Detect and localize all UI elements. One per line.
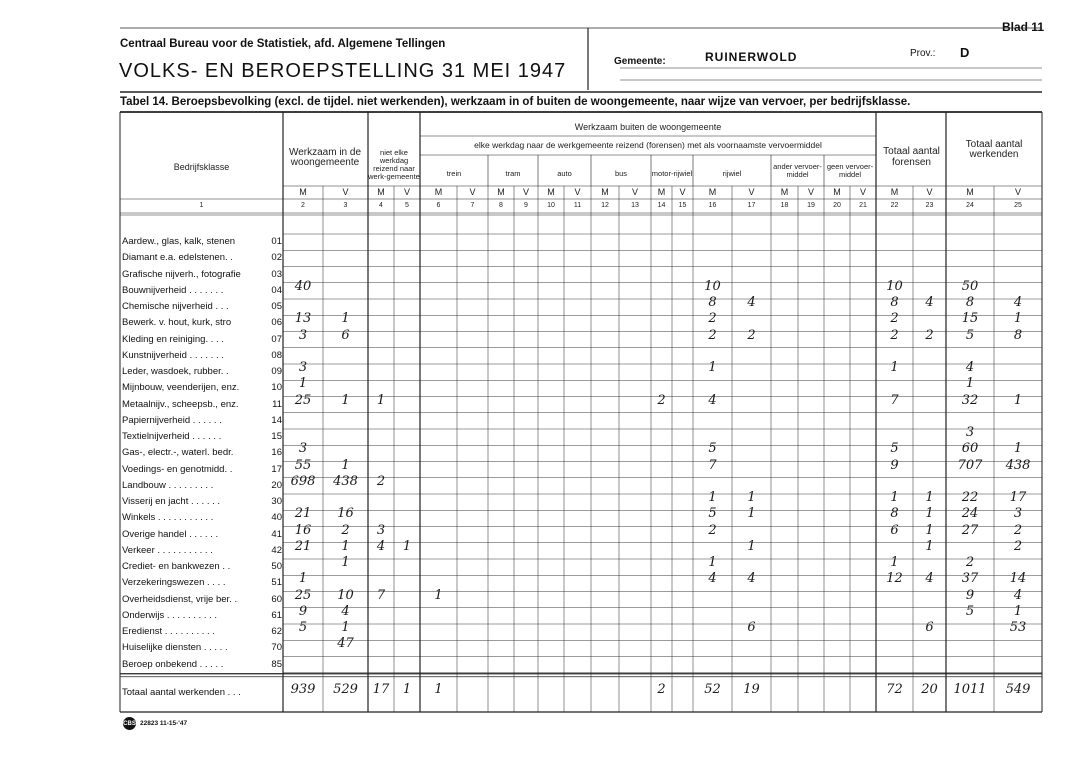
row-name: Kunstnijverheid . . . . . . . [122, 349, 224, 361]
row-51-cell-col22: 12 [886, 571, 903, 587]
column-number-16: 16 [708, 201, 717, 209]
row-62-cell-col2: 5 [298, 620, 308, 635]
row-label [122, 334, 282, 350]
row-10-cell-col2: 1 [298, 376, 308, 392]
header-tram: tram [505, 168, 521, 178]
row-17-cell-col24: 707 [957, 457, 983, 473]
row-name: Visserij en jacht . . . . . . [122, 496, 221, 507]
row-label [122, 529, 282, 545]
row-11-cell-col14: 2 [657, 392, 666, 408]
table-title: Tabel 14. Beroepsbevolking (excl. de tijdel. niet werkenden), werkzaam in of buiten de woongemeente, naar wijze van vervoer, per bedrijfsklasse. [120, 96, 911, 108]
m-header-col24: M [966, 186, 974, 197]
row-code: 14 [271, 414, 282, 426]
row-42-cell-col23: 1 [925, 538, 934, 554]
column-number-10: 10 [547, 201, 555, 209]
row-11-cell-col25: 1 [1013, 392, 1023, 408]
m-header-col4: M [377, 186, 385, 197]
row-41-cell-col24: 27 [961, 522, 979, 538]
row-code: 11 [272, 398, 282, 410]
row-code: 07 [271, 333, 282, 345]
row-06-cell-col2: 13 [294, 311, 312, 327]
row-code: 20 [271, 479, 282, 491]
row-label [122, 577, 282, 593]
row-name: Leder, wasdoek, rubber. . [122, 366, 229, 377]
row-label [122, 480, 282, 496]
column-number-15: 15 [678, 201, 687, 209]
v-header-col9: V [522, 186, 529, 197]
row-name: Winkels . . . . . . . . . . . [122, 512, 214, 524]
row-label [122, 317, 282, 333]
column-number-12: 12 [601, 201, 609, 209]
m-header-col10: M [547, 186, 555, 197]
row-41-cell-col16: 2 [708, 522, 717, 538]
row-60-cell-col6: 1 [434, 587, 443, 603]
header-geen-vervoermiddel: geen vervoer-middel [826, 162, 874, 179]
row-code: 61 [271, 609, 282, 621]
row-code: 62 [271, 626, 282, 637]
row-label [122, 594, 282, 610]
row-07-cell-col2: 3 [298, 327, 308, 343]
row-07-cell-col3: 6 [341, 327, 350, 343]
row-04-cell-col24: 50 [961, 278, 979, 294]
row-label [122, 561, 282, 577]
header-bus: bus [614, 168, 628, 178]
column-number-8: 8 [499, 201, 503, 209]
row-51-cell-col16: 4 [708, 571, 717, 587]
total-cell-col5: 1 [402, 681, 412, 697]
m-header-col18: M [780, 186, 789, 197]
row-30-cell-col17: 1 [747, 490, 756, 505]
row-42-cell-col5: 1 [402, 538, 412, 554]
municipality-value: RUINERWOLD [705, 50, 798, 64]
row-label [122, 431, 282, 447]
row-40-cell-col25: 3 [1013, 506, 1023, 522]
m-header-col20: M [833, 186, 841, 197]
row-41-cell-col3: 2 [341, 522, 350, 538]
column-number-7: 7 [470, 201, 475, 209]
row-50-cell-col22: 1 [890, 555, 899, 570]
row-name: Gas-, electr.-, waterl. bedr. [122, 447, 234, 459]
m-header-col8: M [497, 186, 505, 197]
row-04-cell-col22: 10 [886, 278, 903, 294]
column-number-1: 1 [199, 201, 204, 209]
v-header-col23: V [926, 186, 933, 197]
total-cell-col4: 17 [372, 681, 390, 697]
header-elke-werkdag: elke werkdag naar de werkgemeente reizend (forensen) met als voornaamste vervoermiddel [474, 139, 822, 150]
row-code: 40 [271, 512, 282, 524]
row-code: 30 [271, 496, 282, 507]
row-name: Verkeer . . . . . . . . . . . [122, 544, 213, 556]
row-16-cell-col22: 5 [890, 441, 899, 457]
row-17-cell-col22: 9 [890, 457, 899, 473]
header-trein: trein [446, 168, 462, 178]
row-06-cell-col16: 2 [708, 311, 717, 327]
row-42-cell-col4: 4 [376, 538, 386, 554]
row-41-cell-col25: 2 [1013, 522, 1023, 538]
row-40-cell-col16: 5 [708, 506, 717, 522]
header-werkzaam-in: Werkzaam in de woongemeente [288, 146, 362, 168]
row-20-cell-col4: 2 [376, 473, 386, 489]
sheet-number: Blad 11 [1001, 20, 1044, 34]
row-name: Textielnijverheid . . . . . . [122, 431, 222, 442]
row-42-cell-col17: 1 [747, 538, 756, 554]
row-code: 41 [271, 528, 282, 540]
row-11-cell-col3: 1 [341, 392, 350, 408]
v-header-col21: V [859, 186, 866, 197]
column-number-3: 3 [343, 201, 348, 209]
m-header-col12: M [601, 186, 609, 197]
row-40-cell-col23: 1 [925, 506, 934, 522]
row-16-cell-col25: 1 [1013, 441, 1023, 457]
row-60-cell-col3: 10 [337, 587, 354, 603]
row-label [122, 236, 282, 252]
v-header-col15: V [679, 186, 686, 197]
row-code: 04 [271, 284, 282, 296]
header-werkzaam-buiten: Werkzaam buiten de woongemeente [574, 122, 722, 133]
row-name: Papiernijverheid . . . . . . [122, 414, 222, 426]
row-30-cell-col24: 22 [961, 490, 979, 505]
row-05-cell-col22: 8 [890, 295, 899, 310]
m-header-col22: M [890, 186, 899, 197]
row-15-cell-col24: 3 [965, 425, 975, 440]
province-value: D [960, 45, 970, 60]
row-label [122, 512, 282, 528]
row-name: Metaalnijv., scheepsb., enz. [122, 398, 239, 410]
row-60-cell-col4: 7 [376, 587, 386, 603]
row-name: Beroep onbekend . . . . . [122, 658, 224, 670]
row-label [122, 464, 282, 480]
total-cell-col17: 19 [743, 681, 760, 697]
row-61-cell-col3: 4 [341, 603, 350, 619]
column-number-20: 20 [833, 201, 841, 209]
row-name: Bouwnijverheid . . . . . . . [122, 284, 224, 296]
row-label [122, 496, 282, 512]
row-label [122, 659, 282, 675]
row-06-cell-col3: 1 [341, 311, 350, 327]
row-42-cell-col2: 21 [294, 538, 312, 554]
column-number-4: 4 [379, 201, 383, 209]
row-name: Overheidsdienst, vrije ber. . [122, 593, 238, 605]
row-60-cell-col24: 9 [965, 587, 975, 603]
column-number-25: 25 [1014, 201, 1022, 209]
total-cell-col16: 52 [704, 681, 721, 697]
row-name: Verzekeringswezen . . . . [122, 577, 226, 589]
province-label: Prov.: [910, 48, 936, 59]
form-footer [123, 717, 187, 730]
row-62-cell-col3: 1 [341, 620, 350, 635]
total-cell-col24: 1011 [953, 681, 987, 697]
v-header-col3: V [342, 186, 349, 197]
row-06-cell-col24: 15 [961, 311, 979, 327]
row-code: 60 [271, 593, 282, 605]
row-17-cell-col25: 438 [1005, 457, 1031, 473]
row-30-cell-col23: 1 [925, 490, 934, 505]
row-07-cell-col16: 2 [708, 327, 717, 343]
row-label [122, 447, 282, 463]
row-04-cell-col2: 40 [294, 278, 312, 294]
row-50-cell-col16: 1 [708, 555, 717, 570]
row-name: Crediet- en bankwezen . . [122, 561, 231, 572]
row-06-cell-col25: 1 [1013, 311, 1023, 327]
row-05-cell-col23: 4 [925, 295, 934, 310]
row-label [122, 301, 282, 317]
row-11-cell-col22: 7 [890, 392, 899, 408]
row-name: Diamant e.a. edelstenen. . [122, 252, 233, 264]
row-10-cell-col24: 1 [965, 376, 975, 392]
column-number-11: 11 [573, 201, 582, 209]
row-05-cell-col25: 4 [1013, 295, 1023, 310]
row-label [122, 415, 282, 431]
row-41-cell-col23: 1 [925, 522, 934, 538]
total-cell-col6: 1 [434, 681, 443, 697]
row-label [122, 399, 282, 415]
row-label [122, 285, 282, 301]
row-09-cell-col24: 4 [965, 360, 975, 375]
row-60-cell-col25: 4 [1013, 587, 1023, 603]
row-label [122, 350, 282, 366]
row-code: 70 [271, 642, 282, 654]
row-code: 05 [271, 301, 282, 312]
header-totaal-werkenden: Totaal aantal werkenden [965, 138, 1023, 160]
row-16-cell-col2: 3 [298, 441, 308, 457]
row-09-cell-col2: 3 [298, 360, 308, 375]
header-totaal-forensen: Totaal aantal forensen [883, 146, 940, 168]
row-09-cell-col16: 1 [708, 360, 717, 375]
row-41-cell-col4: 3 [376, 522, 386, 538]
header-motorrijwiel: motor-rijwiel [651, 168, 693, 178]
row-name: Chemische nijverheid . . . [122, 301, 229, 312]
row-40-cell-col3: 16 [337, 506, 354, 522]
row-11-cell-col4: 1 [376, 392, 386, 408]
row-name: Voedings- en genotmidd. . [122, 463, 233, 475]
header-auto: auto [557, 168, 572, 178]
form-number: 22823 11-15-'47 [140, 720, 188, 727]
row-name: Eredienst . . . . . . . . . . [122, 626, 215, 637]
column-number-17: 17 [747, 201, 756, 209]
row-17-cell-col2: 55 [294, 457, 312, 473]
row-name: Mijnbouw, veenderijen, enz. [122, 382, 240, 394]
m-header-col6: M [434, 186, 443, 197]
row-11-cell-col24: 32 [961, 392, 979, 408]
column-number-18: 18 [780, 201, 789, 209]
row-51-cell-col2: 1 [298, 571, 308, 587]
row-61-cell-col24: 5 [965, 603, 975, 619]
row-41-cell-col2: 16 [294, 522, 312, 538]
row-30-cell-col25: 17 [1009, 490, 1027, 505]
row-62-cell-col23: 6 [925, 620, 934, 635]
row-06-cell-col22: 2 [890, 311, 899, 327]
row-17-cell-col16: 7 [708, 457, 717, 473]
header-ander-vervoermiddel: ander vervoer-middel [773, 162, 822, 179]
row-51-cell-col23: 4 [925, 571, 934, 587]
row-name: Kleding en reiniging. . . . [122, 333, 224, 345]
row-20-cell-col2: 698 [290, 473, 316, 489]
row-17-cell-col3: 1 [341, 457, 350, 473]
v-header-col11: V [574, 186, 581, 197]
column-number-23: 23 [925, 201, 934, 209]
row-label [122, 252, 282, 268]
v-header-col13: V [631, 186, 638, 197]
row-42-cell-col25: 2 [1013, 538, 1023, 554]
row-code: 51 [271, 577, 282, 589]
row-11-cell-col2: 25 [294, 392, 312, 408]
row-11-cell-col16: 4 [708, 392, 717, 408]
row-05-cell-col16: 8 [708, 295, 717, 310]
row-51-cell-col17: 4 [747, 571, 756, 587]
row-name: Landbouw . . . . . . . . . [122, 479, 214, 491]
total-cell-col22: 72 [886, 681, 903, 697]
row-07-cell-col25: 8 [1013, 327, 1023, 343]
row-51-cell-col24: 37 [961, 571, 979, 587]
row-30-cell-col22: 1 [890, 490, 899, 505]
row-label [122, 382, 282, 398]
row-41-cell-col22: 6 [890, 522, 899, 538]
row-40-cell-col17: 1 [747, 506, 756, 522]
column-number-19: 19 [807, 201, 815, 209]
row-16-cell-col24: 60 [961, 441, 979, 457]
row-61-cell-col2: 9 [298, 603, 308, 619]
row-40-cell-col22: 8 [890, 506, 899, 522]
row-42-cell-col3: 1 [341, 538, 350, 554]
total-row-name: Totaal aantal werkenden . . . [122, 686, 241, 698]
header-bedrijfsklasse: Bedrijfsklasse [173, 161, 230, 172]
municipality-label: Gemeente: [614, 56, 666, 67]
row-name: Huiselijke diensten . . . . . [122, 642, 228, 654]
header-rijwiel: rijwiel [722, 168, 742, 178]
total-cell-col2: 939 [290, 681, 316, 697]
row-05-cell-col24: 8 [965, 295, 975, 310]
column-number-14: 14 [657, 201, 666, 209]
row-name: Overige handel . . . . . . [122, 528, 219, 540]
total-cell-col3: 529 [333, 681, 358, 697]
row-label [122, 610, 282, 626]
m-header-col14: M [657, 186, 666, 197]
column-number-13: 13 [631, 201, 639, 209]
row-name: Aardew., glas, kalk, stenen [122, 236, 236, 247]
row-20-cell-col3: 438 [333, 473, 358, 489]
row-07-cell-col17: 2 [747, 327, 756, 343]
column-number-2: 2 [301, 201, 305, 209]
row-62-cell-col17: 6 [747, 620, 756, 635]
row-name: Grafische nijverh., fotografie [122, 268, 241, 280]
row-04-cell-col16: 10 [704, 278, 721, 294]
m-header-col16: M [708, 186, 717, 197]
column-number-21: 21 [859, 201, 867, 209]
row-code: 16 [271, 447, 282, 459]
row-40-cell-col2: 21 [294, 506, 312, 522]
cbs-logo-icon: CBS [123, 717, 136, 730]
row-name: Bewerk. v. hout, kurk, stro [122, 317, 232, 329]
row-code: 50 [271, 561, 282, 572]
row-50-cell-col3: 1 [341, 555, 350, 570]
row-62-cell-col25: 53 [1009, 620, 1027, 635]
row-code: 10 [271, 382, 282, 394]
organization-name: Centraal Bureau voor de Statistiek, afd. Algemene Tellingen [120, 38, 446, 50]
row-60-cell-col2: 25 [294, 587, 312, 603]
row-61-cell-col25: 1 [1013, 603, 1023, 619]
header-niet-elke: niet elke werkdag reizend naar werk-gemeente [368, 148, 420, 181]
column-number-22: 22 [890, 201, 899, 209]
v-header-col17: V [748, 186, 755, 197]
column-number-5: 5 [405, 201, 409, 209]
row-label [122, 545, 282, 561]
row-07-cell-col23: 2 [925, 327, 934, 343]
row-50-cell-col24: 2 [965, 555, 975, 570]
total-cell-col23: 20 [921, 681, 938, 697]
row-code: 15 [271, 431, 282, 442]
row-07-cell-col22: 2 [890, 327, 899, 343]
row-code: 02 [271, 252, 282, 264]
row-70-cell-col3: 47 [337, 636, 354, 652]
row-07-cell-col24: 5 [965, 327, 975, 343]
row-code: 06 [271, 317, 282, 329]
v-header-col25: V [1014, 186, 1021, 197]
row-name: Onderwijs . . . . . . . . . . [122, 609, 218, 621]
row-05-cell-col17: 4 [747, 295, 756, 310]
m-header-col2: M [299, 186, 307, 197]
row-code: 09 [271, 366, 282, 377]
row-09-cell-col22: 1 [890, 360, 899, 375]
column-number-6: 6 [436, 201, 441, 209]
row-label [122, 642, 282, 658]
total-cell-col25: 549 [1005, 681, 1031, 697]
row-code: 17 [271, 463, 282, 475]
row-code: 85 [271, 658, 282, 670]
census-title: VOLKS- EN BEROEPSTELLING 31 MEI 1947 [119, 60, 567, 82]
column-number-24: 24 [966, 201, 974, 209]
row-label [122, 269, 282, 285]
v-header-col7: V [469, 186, 476, 197]
row-40-cell-col24: 24 [961, 506, 979, 522]
row-code: 01 [271, 236, 282, 247]
total-row-label [122, 687, 282, 698]
v-header-col5: V [403, 186, 410, 197]
row-code: 42 [271, 544, 282, 556]
v-header-col19: V [807, 186, 814, 197]
row-label [122, 626, 282, 642]
row-code: 08 [271, 349, 282, 361]
row-code: 03 [271, 268, 282, 280]
row-16-cell-col16: 5 [708, 441, 717, 457]
column-number-9: 9 [524, 201, 528, 209]
total-cell-col14: 2 [657, 681, 666, 697]
row-30-cell-col16: 1 [708, 490, 717, 505]
row-label [122, 366, 282, 382]
row-51-cell-col25: 14 [1009, 571, 1027, 587]
